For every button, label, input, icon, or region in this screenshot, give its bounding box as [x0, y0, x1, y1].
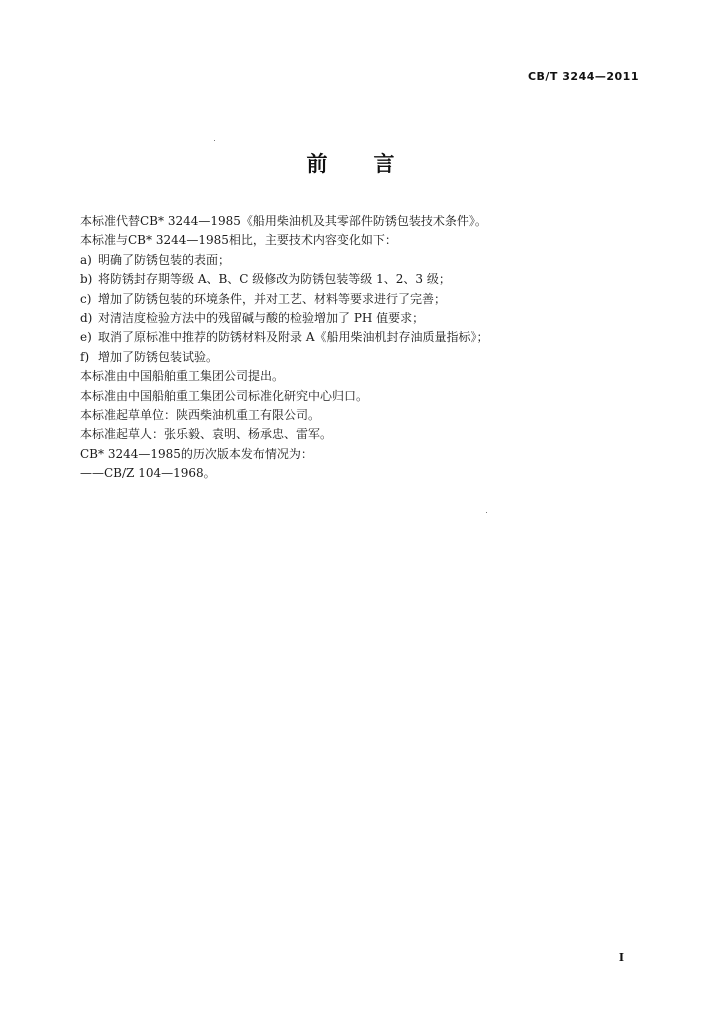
list-item	[80, 251, 640, 270]
list-item-marker: a)	[80, 252, 92, 267]
paragraph-proposed-by: 本标准由中国船舶重工集团公司提出。	[80, 369, 285, 384]
list-item-marker: d)	[80, 310, 93, 325]
list-item-text: 对清洁度检验方法中的残留碱与酸的检验增加了 PH 值要求；	[98, 310, 425, 325]
title-char-2: 言	[373, 152, 395, 176]
list-item-marker: f)	[80, 349, 90, 364]
list-item	[80, 270, 640, 289]
paragraph-changes-intro: 本标准与CB* 3244—1985相比，主要技术内容变化如下：	[80, 233, 397, 248]
list-item-marker: b)	[80, 272, 93, 287]
title-char-1: 前	[306, 152, 328, 176]
paragraph-history-intro: CB* 3244—1985的历次版本发布情况为：	[80, 446, 313, 461]
page-title	[0, 148, 701, 178]
paragraph-managed-by: 本标准由中国船舶重工集团公司标准化研究中心归口。	[80, 388, 369, 403]
list-item	[80, 290, 640, 309]
paragraph-replaces: 本标准代替CB* 3244—1985《船用柴油机及其零部件防锈包装技术条件》。	[80, 214, 487, 228]
paragraph-drafting-unit: 本标准起草单位：陕西柴油机重工有限公司。	[80, 407, 321, 422]
list-item	[80, 348, 640, 367]
list-item-text: 增加了防锈包装试验。	[98, 349, 219, 364]
foreword-body	[80, 212, 640, 483]
paragraph-drafters: 本标准起草人：张乐毅、袁明、杨承忠、雷军。	[80, 427, 333, 442]
list-item-text: 增加了防锈包装的环境条件，并对工艺、材料等要求进行了完善；	[98, 291, 447, 306]
list-item-text: 明确了防锈包装的表面；	[98, 252, 231, 267]
list-item	[80, 309, 640, 328]
scan-speck	[214, 140, 215, 141]
page-number: I	[618, 951, 624, 964]
scan-speck	[486, 512, 487, 513]
list-item	[80, 328, 640, 347]
list-item-text: 将防锈封存期等级 A、B、C 级修改为防锈包装等级 1、2、3 级；	[98, 272, 451, 287]
list-item-text: 取消了原标准中推荐的防锈材料及附录 A《船用柴油机封存油质量指标》；	[98, 330, 489, 345]
standard-code: CB/T 3244—2011	[527, 70, 639, 83]
list-item-marker: e)	[80, 330, 92, 345]
list-item-marker: c)	[80, 291, 92, 306]
paragraph-history-item: ——CB/Z 104—1968。	[80, 466, 216, 481]
